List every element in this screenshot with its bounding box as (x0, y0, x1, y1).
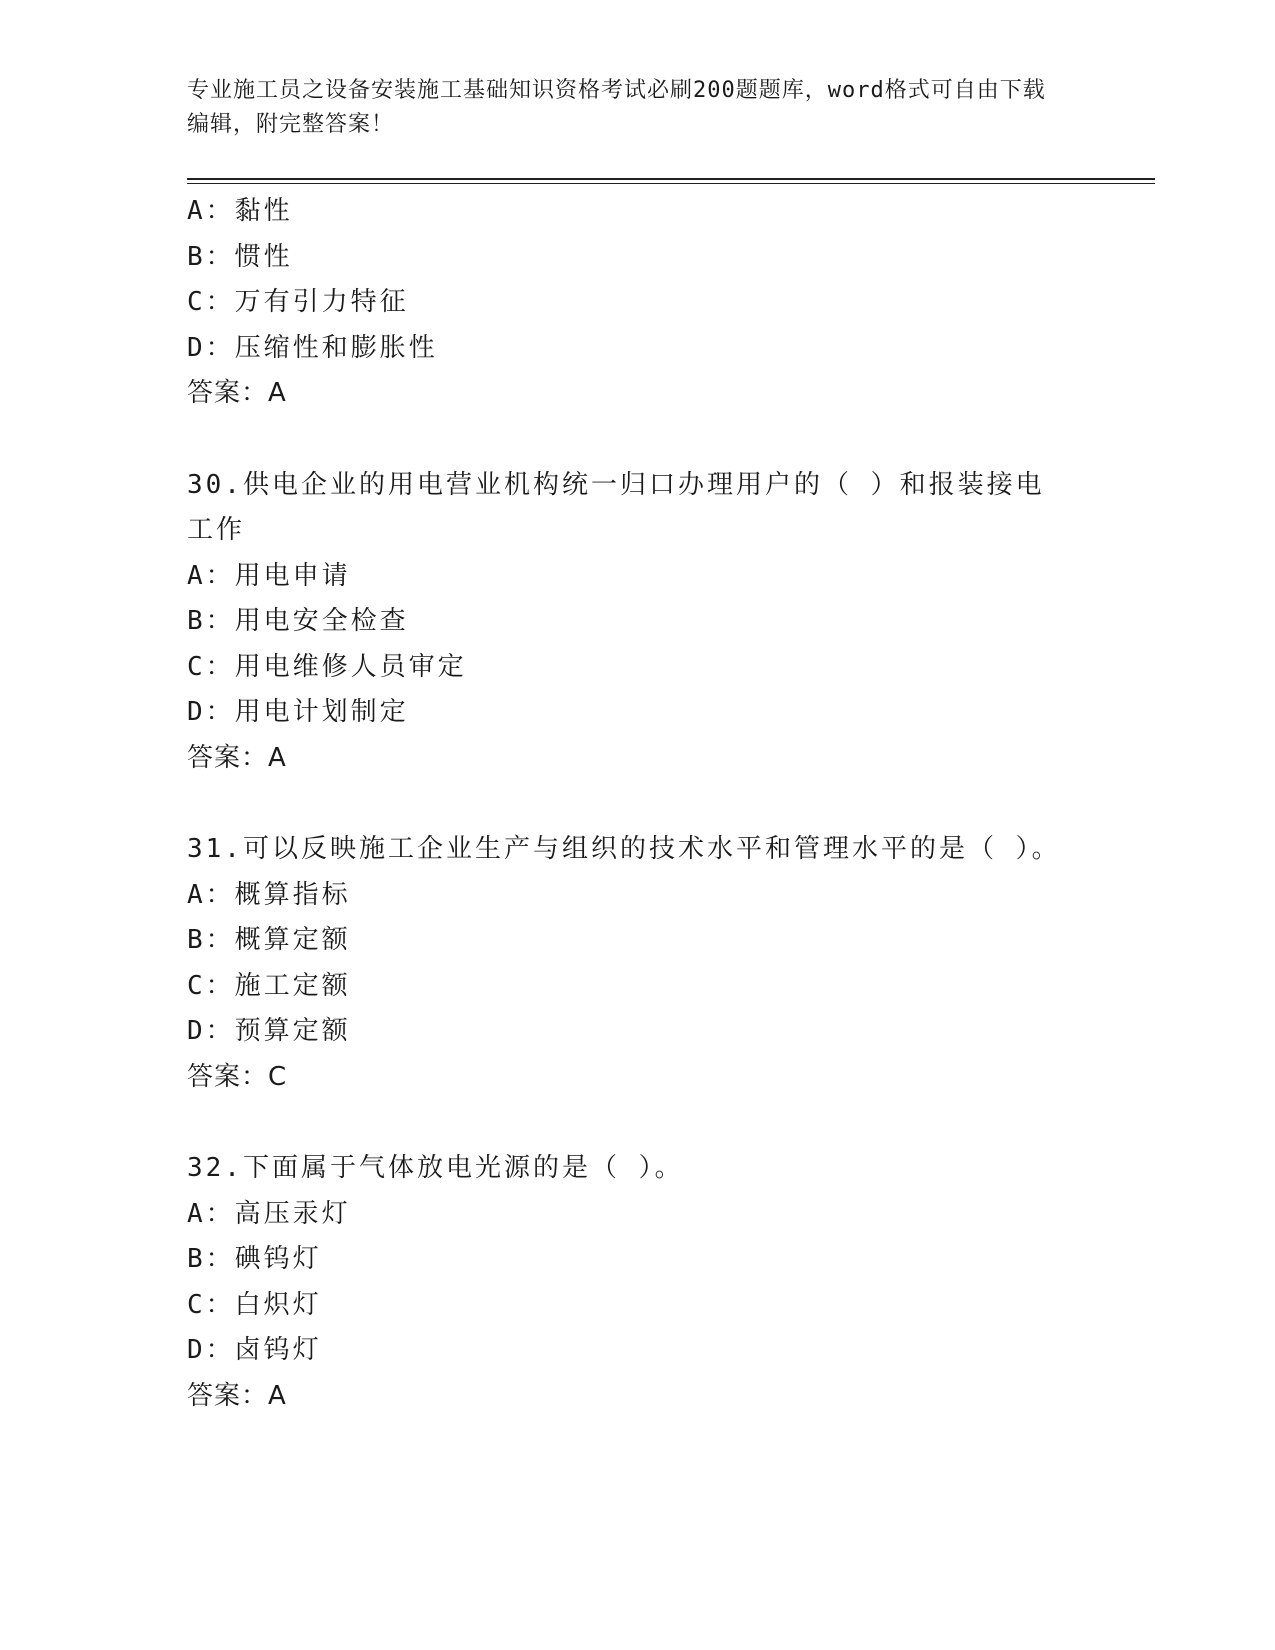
option-b: B：惯性 (187, 241, 293, 272)
question-text: 32.下面属于气体放电光源的是（ ）。 (187, 1153, 684, 1183)
option-c: C：用电维修人员审定 (187, 651, 467, 682)
answer-line: 答案：A (187, 378, 287, 408)
spacer (187, 781, 1087, 827)
question-text: 31.可以反映施工企业生产与组织的技术水平和管理水平的是（ ）。 (187, 834, 1061, 864)
option-a: A：黏性 (187, 196, 293, 226)
option-d: D：用电计划制定 (187, 697, 409, 727)
question-block-29 (187, 189, 1087, 417)
spacer (187, 1100, 1087, 1146)
document-header: 专业施工员之设备安装施工基础知识资格考试必刷200题题库，word格式可自由下载编辑，附完整答案！ (187, 78, 1046, 137)
question-block-30 (187, 463, 1087, 782)
option-d: D：预算定额 (187, 1016, 351, 1046)
answer-line: 答案：C (187, 1061, 288, 1092)
option-c: C：万有引力特征 (187, 287, 409, 317)
answer-line: 答案：A (187, 742, 287, 773)
option-c: C：施工定额 (187, 970, 351, 1001)
spacer (187, 417, 1087, 463)
answer-line: 答案：A (187, 1380, 287, 1411)
option-a: A：高压汞灯 (187, 1198, 351, 1229)
question-text: 30.供电企业的用电营业机构统一归口办理用户的（ ）和报装接电工作 (187, 469, 1045, 545)
option-b: B：概算定额 (187, 925, 351, 955)
option-b: B：碘钨灯 (187, 1244, 322, 1274)
option-d: D：压缩性和膨胀性 (187, 332, 438, 363)
option-d: D：卤钨灯 (187, 1335, 322, 1365)
question-block-32 (187, 1146, 1087, 1419)
option-a: A：用电申请 (187, 560, 351, 591)
header-divider-thin (187, 183, 1155, 184)
option-b: B：用电安全检查 (187, 606, 409, 636)
question-block-31 (187, 827, 1087, 1100)
option-a: A：概算指标 (187, 879, 351, 910)
option-c: C：白炽灯 (187, 1289, 322, 1320)
header-divider-thick (187, 178, 1155, 180)
question-list (187, 189, 1087, 1419)
